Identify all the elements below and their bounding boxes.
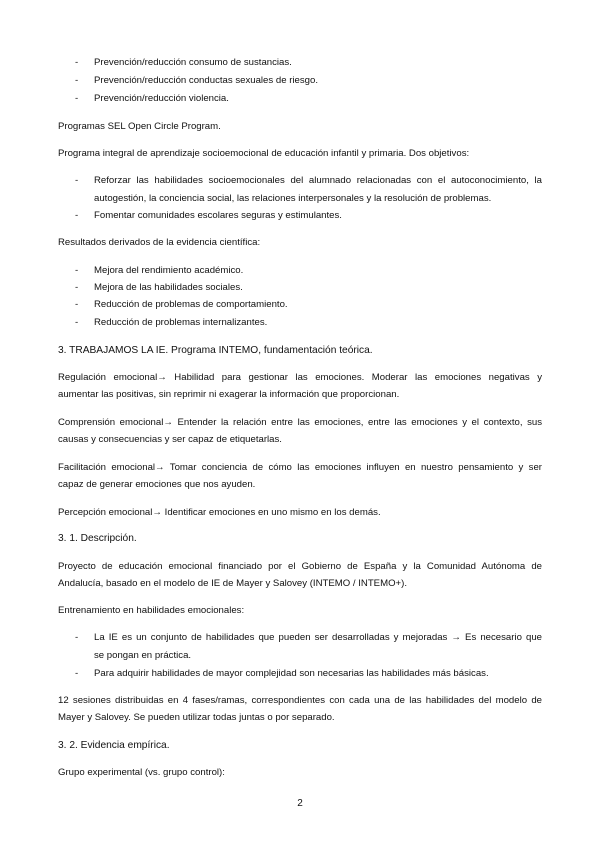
list-dash: -: [75, 668, 79, 679]
objective-2: Fomentar comunidades escolares seguras y estimulantes.: [94, 210, 342, 221]
entrenamiento: Entrenamiento en habilidades emocionales:: [58, 605, 245, 616]
section-heading-3-1: 3. 1. Descripción.: [58, 533, 137, 544]
proyecto-line-1: Proyecto de educación emocional financiado por el Gobierno de España y la Comunidad Autónoma de: [58, 561, 542, 572]
list-dash: -: [75, 75, 79, 86]
regulacion-line-1: Regulación emocional→ Habilidad para gestionar las emociones. Moderar las emociones negativas y: [58, 372, 542, 383]
paragraph-sel: Programas SEL Open Circle Program.: [58, 121, 221, 132]
ie-line-2: se pongan en práctica.: [94, 650, 192, 661]
percepcion: Percepción emocional→ Identificar emociones en uno mismo en los demás.: [58, 507, 381, 518]
list-dash: -: [75, 317, 79, 328]
objective-1-line-1: Reforzar las habilidades socioemocionales del alumnado relacionadas con el autoconocimiento, la: [94, 175, 542, 186]
list-dash: -: [75, 265, 79, 276]
list-item: Prevención/reducción consumo de sustancias.: [94, 57, 292, 68]
list-dash: -: [75, 93, 79, 104]
objective-1-line-2: autogestión, la conciencia social, las relaciones interpersonales y la resolución de problemas.: [94, 193, 492, 204]
list-item: Prevención/reducción violencia.: [94, 93, 229, 104]
list-dash: -: [75, 210, 79, 221]
list-item: Mejora de las habilidades sociales.: [94, 282, 243, 293]
sesiones-line-1: 12 sesiones distribuidas en 4 fases/ramas, correspondientes con cada una de las habilidades del modelo de: [58, 695, 542, 706]
list-item: Mejora del rendimiento académico.: [94, 265, 244, 276]
facilitacion-line-1: Facilitación emocional→ Tomar conciencia de cómo las emociones influyen en nuestro pensamiento y ser: [58, 462, 542, 473]
comprension-line-1: Comprensión emocional→ Entender la relación entre las emociones, entre las emociones y el contexto, sus: [58, 417, 542, 428]
sesiones-line-2: Mayer y Salovey. Se pueden utilizar todas juntas o por separado.: [58, 712, 335, 723]
adquirir: Para adquirir habilidades de mayor complejidad son necesarias las habilidades más básicas.: [94, 668, 489, 679]
list-item: Prevención/reducción conductas sexuales de riesgo.: [94, 75, 318, 86]
section-heading-3: 3. TRABAJAMOS LA IE. Programa INTEMO, fundamentación teórica.: [58, 345, 373, 356]
list-dash: -: [75, 299, 79, 310]
list-dash: -: [75, 282, 79, 293]
list-dash: -: [75, 57, 79, 68]
proyecto-line-2: Andalucía, basado en el modelo de IE de Mayer y Salovey (INTEMO / INTEMO+).: [58, 578, 407, 589]
paragraph-programa-integral: Programa integral de aprendizaje socioemocional de educación infantil y primaria. Dos objetivos:: [58, 148, 470, 159]
list-dash: -: [75, 175, 79, 186]
comprension-line-2: causas y consecuencias y ser capaz de etiquetarlas.: [58, 434, 282, 445]
facilitacion-line-2: capaz de generar emociones que nos ayuden.: [58, 479, 256, 490]
page-number: 2: [297, 798, 303, 809]
list-item: Reducción de problemas internalizantes.: [94, 317, 268, 328]
ie-line-1: La IE es un conjunto de habilidades que pueden ser desarrolladas y mejoradas → Es necesario que: [94, 632, 542, 643]
paragraph-resultados: Resultados derivados de la evidencia científica:: [58, 237, 261, 248]
list-dash: -: [75, 632, 79, 643]
list-item: Reducción de problemas de comportamiento.: [94, 299, 288, 310]
regulacion-line-2: aumentar las positivas, sin reprimir ni exagerar la información que proporcionan.: [58, 389, 400, 400]
grupo-experimental: Grupo experimental (vs. grupo control):: [58, 767, 225, 778]
section-heading-3-2: 3. 2. Evidencia empírica.: [58, 740, 170, 751]
